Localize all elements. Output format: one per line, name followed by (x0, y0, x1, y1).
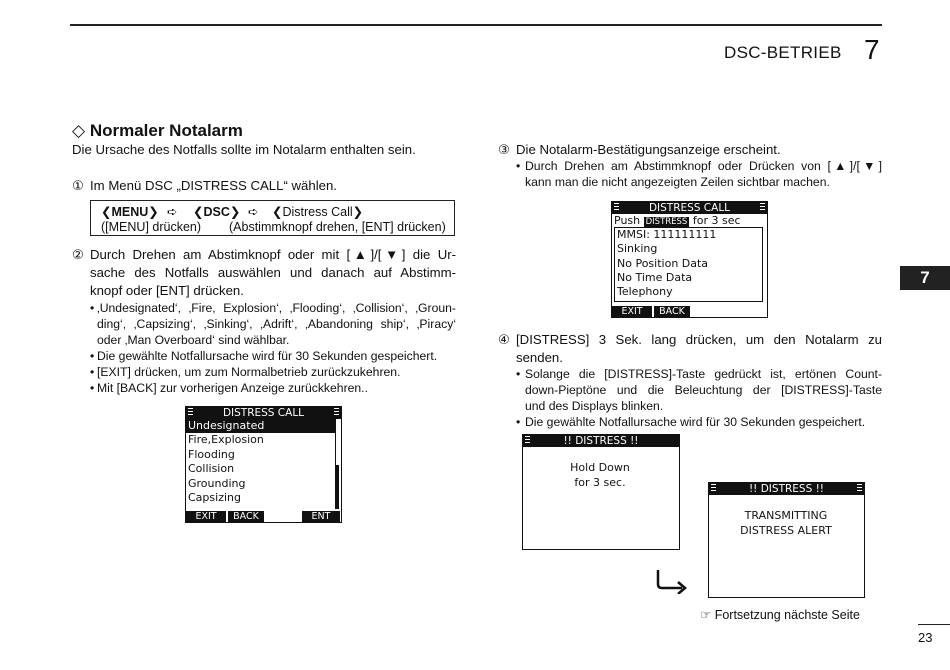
lcd-list-item: Fire,Explosion (188, 433, 264, 447)
dsc-key: ❮DSC❯ (193, 205, 241, 219)
lcd-distress-key: DISTRESS (645, 217, 688, 227)
lcd-info-line: No Position Data (617, 256, 709, 270)
step-4-bullet: Die gewählte Notfallursache wird für 30 Sekunden gespeichert. (525, 415, 866, 429)
step-4-line: senden. (516, 350, 563, 365)
step-2-num: ② (72, 247, 84, 262)
lcd-distress-call-list (185, 406, 342, 523)
step-1-text: Im Menü DSC „DISTRESS CALL“ wählen. (90, 178, 337, 193)
lcd-push-suffix: for 3 sec (692, 214, 741, 227)
lcd-transmitting (708, 482, 865, 598)
step-2-line: knopf oder [ENT] drücken. (90, 283, 244, 298)
lcd-hold-line: for 3 sec. (574, 475, 626, 489)
lcd-list-item: Collision (188, 462, 235, 476)
menu-bars-icon (711, 484, 716, 493)
bullet-text: ding‘, ‚Capsizing‘, ‚Sinking‘, ‚Adrift‘, ‚Abandoning ship‘, ‚Piracy‘ (97, 317, 456, 331)
step-4-num: ④ (498, 332, 510, 347)
lcd-distress-confirm (611, 201, 768, 318)
menu-bars-icon (334, 408, 339, 417)
section-title: Normaler Notalarm (89, 121, 243, 140)
chapter-side-tab: 7 (900, 266, 950, 290)
step-3-text: Die Notalarm-Bestätigungsanzeige erscheint. (516, 142, 781, 157)
step-1-num: ① (72, 178, 84, 193)
menu-bars-icon (188, 408, 193, 417)
lcd-info-line: MMSI: 111111111 (617, 228, 717, 241)
chapter-number: 7 (864, 34, 880, 65)
section-heading (72, 121, 243, 141)
lcd-tx-line: DISTRESS ALERT (740, 523, 832, 537)
lcd-title: DISTRESS CALL (648, 202, 731, 214)
next-arrow-icon (652, 568, 692, 594)
step-3-num: ③ (498, 142, 510, 157)
continue-text: Fortsetzung nächste Seite (714, 608, 860, 622)
bullet-text: [EXIT] drücken, um zum Normalbetrieb zurückzukehren. (97, 365, 401, 379)
lcd-hold-down (522, 434, 680, 550)
distress-call-item: ❮Distress Call❯ (272, 205, 364, 219)
menu-key: ❮MENU❯ (101, 205, 159, 219)
step-3-bullet: Durch Drehen am Abstimmknopf oder Drücken von [▲]/[▼] (525, 159, 882, 173)
soft-key-back: BACK (228, 511, 264, 522)
dsc-sub-text: (Abstimmknopf drehen, [ENT] drücken) (229, 220, 446, 234)
soft-key-exit: EXIT (612, 306, 652, 317)
step-4-bullet: und des Displays blinken. (525, 399, 664, 413)
soft-key-exit: EXIT (186, 511, 226, 522)
diamond-icon: ◇ (72, 121, 86, 140)
step-3-bullet: kann man die nicht angezeigten Zeilen sichtbar machen. (525, 175, 830, 189)
chapter-title: DSC-BETRIEB (724, 43, 842, 62)
continue-note (700, 607, 860, 623)
lcd-info-line: Sinking (617, 242, 658, 256)
header-rule (70, 24, 882, 26)
menu-path-box (90, 200, 455, 236)
lcd-list-item: Flooding (188, 447, 235, 461)
step-2-line: Durch Drehen am Abstimknopf oder mit [▲]/[▼] die Ur- (90, 247, 456, 262)
step-4-line: [DISTRESS] 3 Sek. lang drücken, um den Notalarm zu (516, 332, 882, 347)
page-number: 23 (918, 630, 933, 645)
lcd-title: !! DISTRESS !! (748, 483, 825, 495)
bullet-text: Die gewählte Notfallursache wird für 30 Sekunden gespeichert. (97, 349, 438, 363)
step-2-line: sache des Notfalls auswählen und danach auf Abstimm- (90, 265, 456, 280)
menu-bars-icon (760, 203, 765, 212)
lcd-list-item: Grounding (188, 476, 246, 490)
lcd-list-item-selected: Undesignated (186, 419, 336, 433)
intro-text: Die Ursache des Notfalls sollte im Notalarm enthalten sein. (72, 142, 416, 157)
bullet-text: ‚Undesignated‘, ‚Fire, Explosion‘, ‚Flooding‘, ‚Collision‘, ‚Groun- (97, 301, 456, 315)
lcd-info-line: No Time Data (617, 270, 693, 284)
menu-sub-text: ([MENU] drücken) (101, 220, 202, 234)
lcd-push-line (612, 214, 767, 227)
bullet-text: Mit [BACK] zur vorherigen Anzeige zurückkehren.. (97, 381, 368, 395)
lcd-info-line: Telephony (617, 285, 673, 299)
lcd-title: DISTRESS CALL (222, 407, 305, 419)
lcd-title: !! DISTRESS !! (563, 435, 639, 447)
lcd-info-frame (614, 227, 763, 302)
step-4-bullet: Solange die [DISTRESS]-Taste gedrückt ist, ertönen Count- (525, 367, 882, 381)
pointing-hand-icon: ☞ (700, 608, 712, 622)
lcd-push-text: Push (614, 214, 641, 227)
menu-bars-icon (614, 203, 619, 212)
soft-key-back: BACK (654, 306, 690, 317)
lcd-list-item: Capsizing (188, 490, 241, 504)
menu-bars-icon (857, 484, 862, 493)
arrow-icon: ➪ (248, 205, 259, 219)
soft-key-ent: ENT (302, 511, 340, 522)
footer-rule (918, 624, 950, 625)
bullet-text: oder ‚Man Overboard‘ sind wählbar. (97, 333, 290, 347)
arrow-icon: ➪ (167, 205, 178, 219)
step-4-bullet: down-Pieptöne und die Beleuchtung der [DISTRESS]-Taste (525, 383, 882, 397)
menu-bars-icon (525, 436, 530, 445)
lcd-scrollbar (335, 421, 340, 509)
lcd-tx-line: TRANSMITTING (744, 509, 828, 522)
lcd-hold-line: Hold Down (570, 461, 630, 474)
